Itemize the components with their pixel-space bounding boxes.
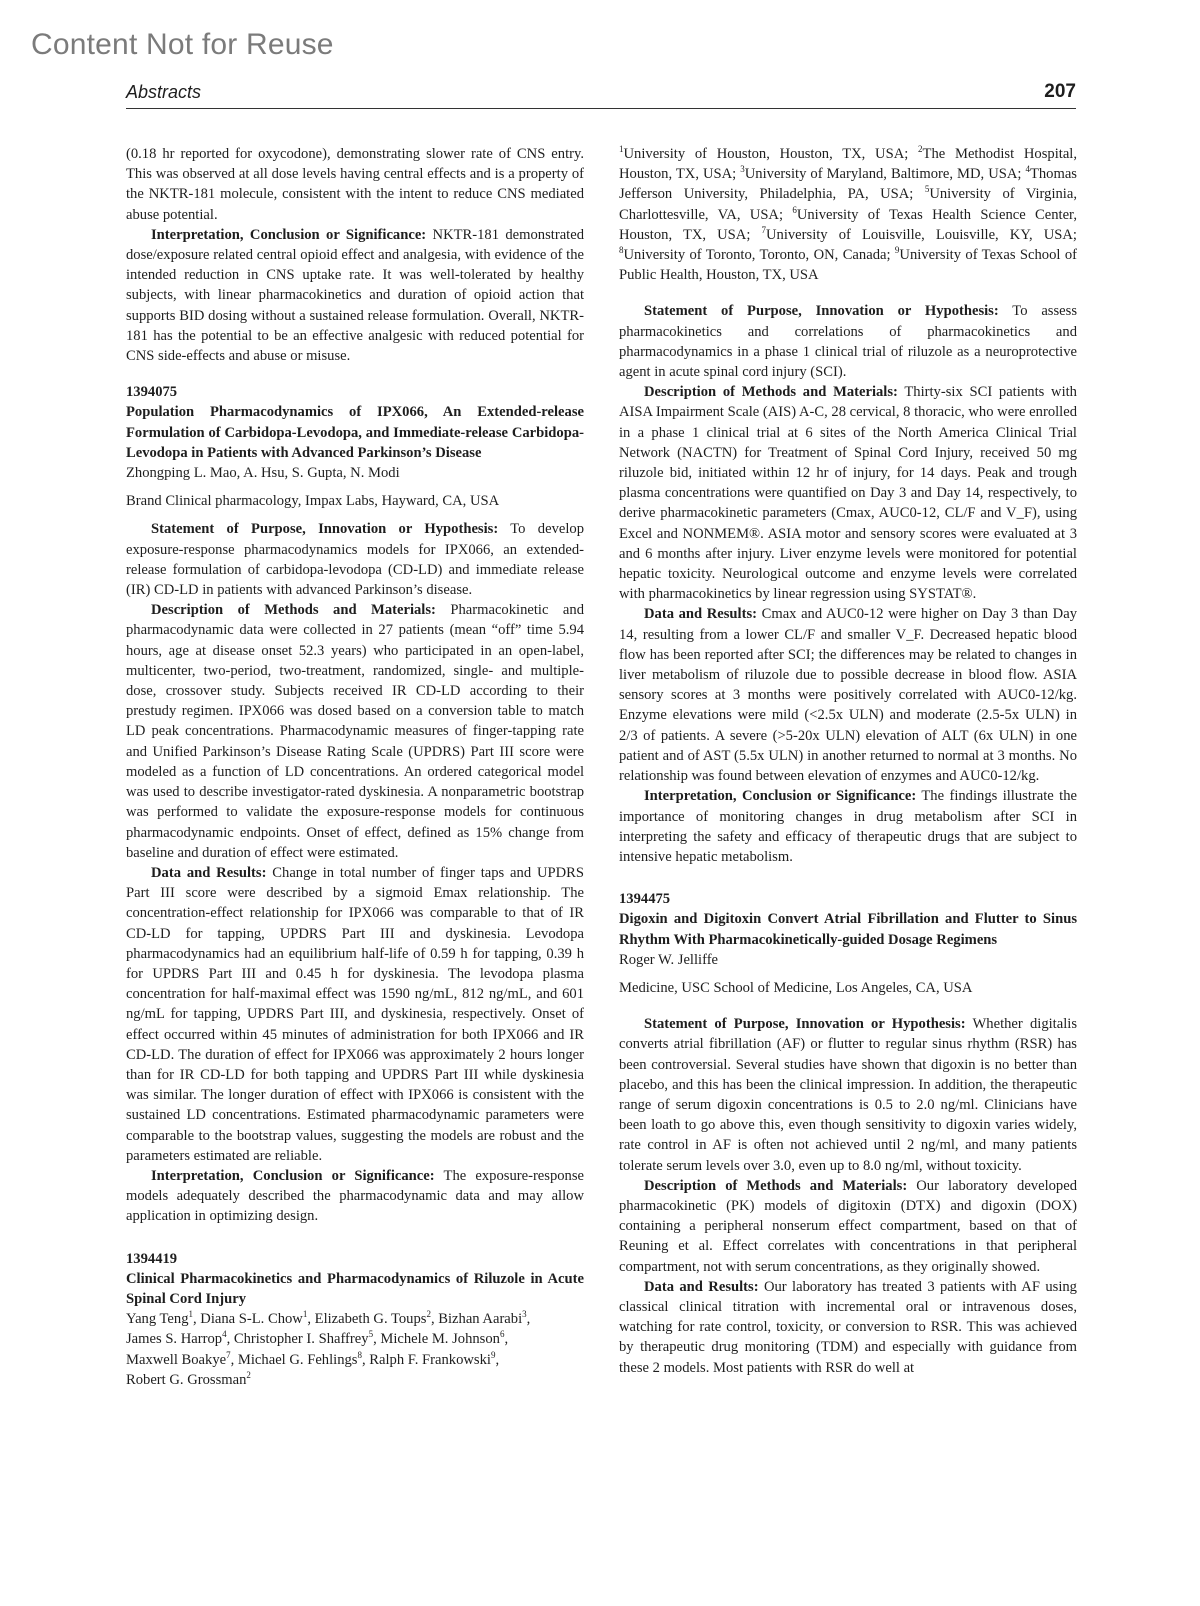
section-heading: Interpretation, Conclusion or Significance: [151,226,427,243]
abstract-affiliations [619,144,1077,285]
affiliation-mark: 3 [740,164,745,175]
author [438,1311,530,1327]
affiliation: University of Toronto, Toronto, ON, Canada; [623,247,895,264]
affiliation-mark: 8 [619,245,624,256]
abstract-id: 1394475 [619,891,671,908]
author-separator: , [230,1351,238,1368]
author-name: James S. Harrop [126,1331,223,1348]
section-text: Cmax and AUC0-12 were higher on Day 3 than Day 14, resulting from a lower CL/F and smaller V_F. Decreased hepatic blood flow has been reported after SCI; the differences may be related to changes in liver metabolism of riluzole due to possible decrease in blood flow. ASIA sensory scores at 3 months were positively correlated with AUC0-12/kg. Enzyme elevations were mild (<2.5x ULN) and moderate (2.5-5x ULN) in 2/3 of patients. A severe (>5-20x ULN) elevation of ALT (6x ULN) in one patient and of AST (5.5x ULN) in another returned to normal at 3 months. No relationship was found between elevation of enzymes and AUC0-12/kg. [619,606,1077,785]
methods-paragraph [619,1176,1077,1277]
author-separator: , [373,1331,381,1348]
author-separator: , [193,1311,201,1328]
author [126,1331,234,1347]
section-text: The findings illustrate the importance of monitoring changes in drug metabolism after SCI in interpreting the safety and efficacy of therapeutic drugs that are subject to intensive hepatic metabolism. [619,788,1077,865]
methods-paragraph [619,382,1077,604]
author [200,1311,314,1327]
author [380,1331,508,1347]
section-title: Abstracts [126,82,202,102]
abstract-id: 1394075 [126,384,178,401]
author-affiliation-mark: 7 [226,1349,231,1360]
author [369,1349,500,1368]
affiliation-mark: 6 [792,204,797,215]
section-heading: Data and Results: [644,606,757,623]
author-affiliation-mark: 8 [357,1349,362,1360]
author-name: Bizhan Aarabi [438,1311,523,1328]
results-paragraph [126,863,584,1166]
affiliation-mark: 1 [619,144,624,155]
section-heading: Description of Methods and Materials: [151,602,436,619]
author-separator: , [495,1351,500,1368]
affiliation-mark: 2 [918,144,923,155]
section-text: Change in total number of finger taps and UPDRS Part III score were described by a sigmoid Emax relationship. The concentration-effect relationship for IPX066 was comparable to that of IR CD-LD for tapping, UPDRS Part III and dyskinesia. Levodopa pharmacodynamics had an equilibrium half-life of 0.59 h for tapping, 0.39 h for UPDRS Part III and 0.45 h for dyskinesia. The levodopa plasma concentration for half-maximal effect was 1590 ng/mL, 812 ng/mL, and 601 ng/mL for tapping, UPDRS Part III, and dyskinesia, respectively. Onset of effect occurred within 45 minutes of administration for both IPX066 and IR CD-LD. The duration of effect for IPX066 was approximately 2 hours longer than for IR CD-LD for both tapping and UPDRS Part III while dyskinesia was similar. The longer duration of effect with IPX066 is consistent with the sustained LD concentrations. Estimated pharmacodynamic parameters were comparable to the bootstrap values, suggesting the models are robust and the parameters estimated are reliable. [126,864,585,1164]
section-heading: Interpretation, Conclusion or Significance: [151,1167,435,1184]
page-number: 207 [1044,81,1076,102]
author-separator: , [526,1311,531,1328]
results-paragraph [619,604,1077,786]
continuation-paragraph: (0.18 hr reported for oxycodone), demonstrating slower rate of CNS entry. This was observed at all dose levels having central effects and is a property of the NKTR-181 molecule, consistent with the intent to reduce CNS mediated abuse potential. [126,146,584,223]
section-heading: Data and Results: [151,864,267,881]
author-affiliation-mark: 5 [368,1329,374,1340]
section-text: Our laboratory has treated 3 patients with AF using classical clinical titration with incremental oral or intravenous doses, watching for rate control, toxicity, or conversion to RSR. This was achieved by therapeutic drug monitoring (TDM) and especially with guidance from these 2 models. Most patients with RSR do well at [619,1278,1077,1376]
author-affiliation-mark: 1 [302,1309,308,1320]
affiliation: University of Louisville, Louisville, KY, USA; [765,226,1077,243]
purpose-paragraph [619,301,1077,382]
affiliation: University of Texas Health Science Center, Houston, TX, USA; [619,206,1077,243]
author-separator: , [307,1311,315,1328]
author-affiliation-mark: 3 [522,1309,527,1320]
section-text: Pharmacokinetic and pharmacodynamic data were collected in 27 patients (mean “off” time 5.94 hours, age at disease onset 52.3 years) who participated in an open-label, multicenter, two-period, two-treatment, randomized, single- and multiple-dose, crossover study. Subjects received IR CD-LD according to their prestudy regimen. IPX066 was dosed based on a conversion table to match LD peak concentrations. Pharmacodynamic measures of finger-tapping rate and Unified Parkinson’s Disease Rating Scale (UPDRS) Part III score were modeled as a function of LD concentrations. An ordered categorical model was used to describe investigator-rated dyskinesia. A nonparametric bootstrap was performed to validate the exposure-response models for continuous pharmacodynamic endpoints. Onset of effect, defined as 15% change from baseline and duration of effect were estimated. [126,602,584,861]
author-name: Diana S-L. Chow [200,1311,303,1328]
abstract-affiliation: Brand Clinical pharmacology, Impax Labs, Hayward, CA, USA [126,493,500,510]
author [237,1349,370,1368]
author-affiliation-mark: 2 [426,1309,431,1320]
section-heading: Statement of Purpose, Innovation or Hypothesis: [644,1016,966,1033]
continuation-interpretation [126,225,584,366]
affiliation-mark: 4 [1025,164,1030,175]
author-affiliation-mark: 4 [222,1329,227,1340]
section-heading: Data and Results: [644,1278,759,1295]
affiliation: University of Houston, Houston, TX, USA; [623,146,919,162]
author [126,1311,200,1327]
watermark: Content Not for Reuse [31,28,334,61]
results-paragraph [619,1277,1077,1378]
abstract-authors: Zhongping L. Mao, A. Hsu, S. Gupta, N. Modi [126,465,400,482]
affiliation: University of Maryland, Baltimore, MD, USA; [744,166,1026,183]
author [126,1349,238,1368]
author-separator: , [430,1311,439,1328]
author-separator: , [226,1331,234,1348]
section-text: To develop exposure-response pharmacodynamics models for IPX066, an extended-release formulation of carbidopa-levodopa (CD-LD) and immediate release (IR) CD-LD in patients with advanced Parkinson’s disease. [126,521,585,599]
affiliation-mark: 7 [761,224,766,235]
abstract-title: Digoxin and Digitoxin Convert Atrial Fibrillation and Flutter to Sinus Rhythm With Pharmacokinetically-guided Dosage Regimens [619,911,1077,948]
author-separator: , [504,1331,509,1348]
section-heading: Interpretation, Conclusion or Significance: [644,788,917,805]
abstract-affiliation: Medicine, USC School of Medicine, Los Angeles, CA, USA [619,979,973,996]
affiliation: Thomas Jefferson University, Philadelphia, PA, USA; [619,166,1077,203]
section-text: Our laboratory developed pharmacokinetic (PK) models of digitoxin (DTX) and digoxin (DOX) containing a peripheral nonserum effect compartment, based on that of Reuning et al. Effect correlates with concentrations in that peripheral compartment, not with serum concentrations, as they originally showed. [619,1177,1078,1275]
author-affiliation-mark: 2 [246,1369,251,1380]
abstract-id: 1394419 [126,1250,178,1267]
author-name: Michael G. Fehlings [237,1351,358,1368]
abstract-authors [126,1309,584,1390]
section-heading: Statement of Purpose, Innovation or Hypothesis: [644,303,999,320]
affiliation: University of Texas School of Public Health, Houston, TX, USA [619,247,1077,284]
affiliation: University of Virginia, Charlottesville, VA, USA; [619,186,1077,223]
interpretation-paragraph [126,1166,584,1227]
interpretation-paragraph [619,786,1077,867]
section-heading: Description of Methods and Materials: [644,384,898,401]
section-heading: Statement of Purpose, Innovation or Hypothesis: [151,521,499,538]
author-affiliation-mark: 9 [490,1349,496,1360]
purpose-paragraph [126,519,584,600]
affiliation: The Methodist Hospital, Houston, TX, USA; [619,146,1077,183]
author-name: Elizabeth G. Toups [314,1311,427,1328]
section-text: To assess pharmacokinetics and correlations of pharmacokinetics and pharmacodynamics in a phase 1 clinical trial of riluzole as a neuroprotective agent in acute spinal cord injury (SCI). [619,303,1077,381]
author-affiliation-mark: 1 [188,1309,193,1320]
affiliation-mark: 5 [924,184,930,195]
running-head [126,80,1076,109]
purpose-paragraph [619,1014,1077,1176]
author-name: Yang Teng [126,1311,189,1328]
left-column [126,144,584,1390]
author [126,1369,251,1388]
abstract-authors: Roger W. Jelliffe [619,951,719,968]
section-text: Whether digitalis converts atrial fibrillation (AF) or flutter to regular sinus rhythm (RSR) has been controversial. Several studies have shown that digoxin is no better than placebo, and this has been the clinical impression. In addition, the therapeutic range of serum digoxin concentrations is 0.5 to 2.0 ng/ml. Clinicians have been loath to go above this, even though sensitivity to digoxin varies widely, rate control in AF is often not achieved until 2 ng/ml, and many patients tolerate serum levels over 3.0, even up to 8.0 ng/ml, without toxicity. [619,1016,1077,1174]
right-column [619,144,1077,1378]
author-name: Ralph F. Frankowski [369,1351,491,1368]
author-separator: , [361,1351,370,1368]
author-name: Robert G. Grossman [126,1371,247,1388]
section-text: Thirty-six SCI patients with AISA Impairment Scale (AIS) A-C, 28 cervical, 8 thoracic, who were enrolled in a phase 1 clinical trial at 6 sites of the North America Clinical Trial Network (NACTN) for Treatment of Spinal Cord Injury, received 50 mg riluzole bid, initiated within 12 hr of injury, for 14 days. Peak and trough plasma concentrations were quantified on Day 3 and Day 14, respectively, to derive pharmacokinetic parameters (Cmax, AUC0-12, CL/F and V_F), using Excel and NONMEM®. ASIA motor and sensory scores were evaluated at 3 and 6 months after injury. Liver enzyme levels were monitored for potential hepatic toxicity. Neurological outcome and enzyme levels were correlated with pharmacokinetics by linear regression using SYSTAT®. [619,384,1077,603]
abstract-title: Clinical Pharmacokinetics and Pharmacodynamics of Riluzole in Acute Spinal Cord Injury [126,1270,584,1307]
author-name: Maxwell Boakye [126,1351,227,1368]
author-name: Michele M. Johnson [380,1331,500,1348]
section-text: NKTR-181 demonstrated dose/exposure related central opioid effect and analgesia, with evidence of the intended reduction in CNS uptake rate. It was well-tolerated by healthy subjects, with linear pharmacokinetics and duration of opioid action that supports BID dosing without a sustained release formulation. Overall, NKTR-181 has the potential to be an effective analgesic with reduced potential for CNS side-effects and abuse or misuse. [126,226,585,365]
author-affiliation-mark: 6 [499,1329,505,1340]
author [234,1331,381,1347]
section-heading: Description of Methods and Materials: [644,1177,908,1194]
author [315,1311,439,1327]
abstract-title: Population Pharmacodynamics of IPX066, An Extended-release Formulation of Carbidopa-Levodopa, and Immediate-release Carbidopa-Levodopa in Patients with Advanced Parkinson’s Disease [126,404,584,461]
section-text: The exposure-response models adequately described the pharmacodynamic data and may allow application in optimizing design. [126,1167,585,1225]
affiliation-mark: 9 [894,245,900,256]
methods-paragraph [126,600,584,863]
author-name: Christopher I. Shaffrey [233,1331,369,1348]
